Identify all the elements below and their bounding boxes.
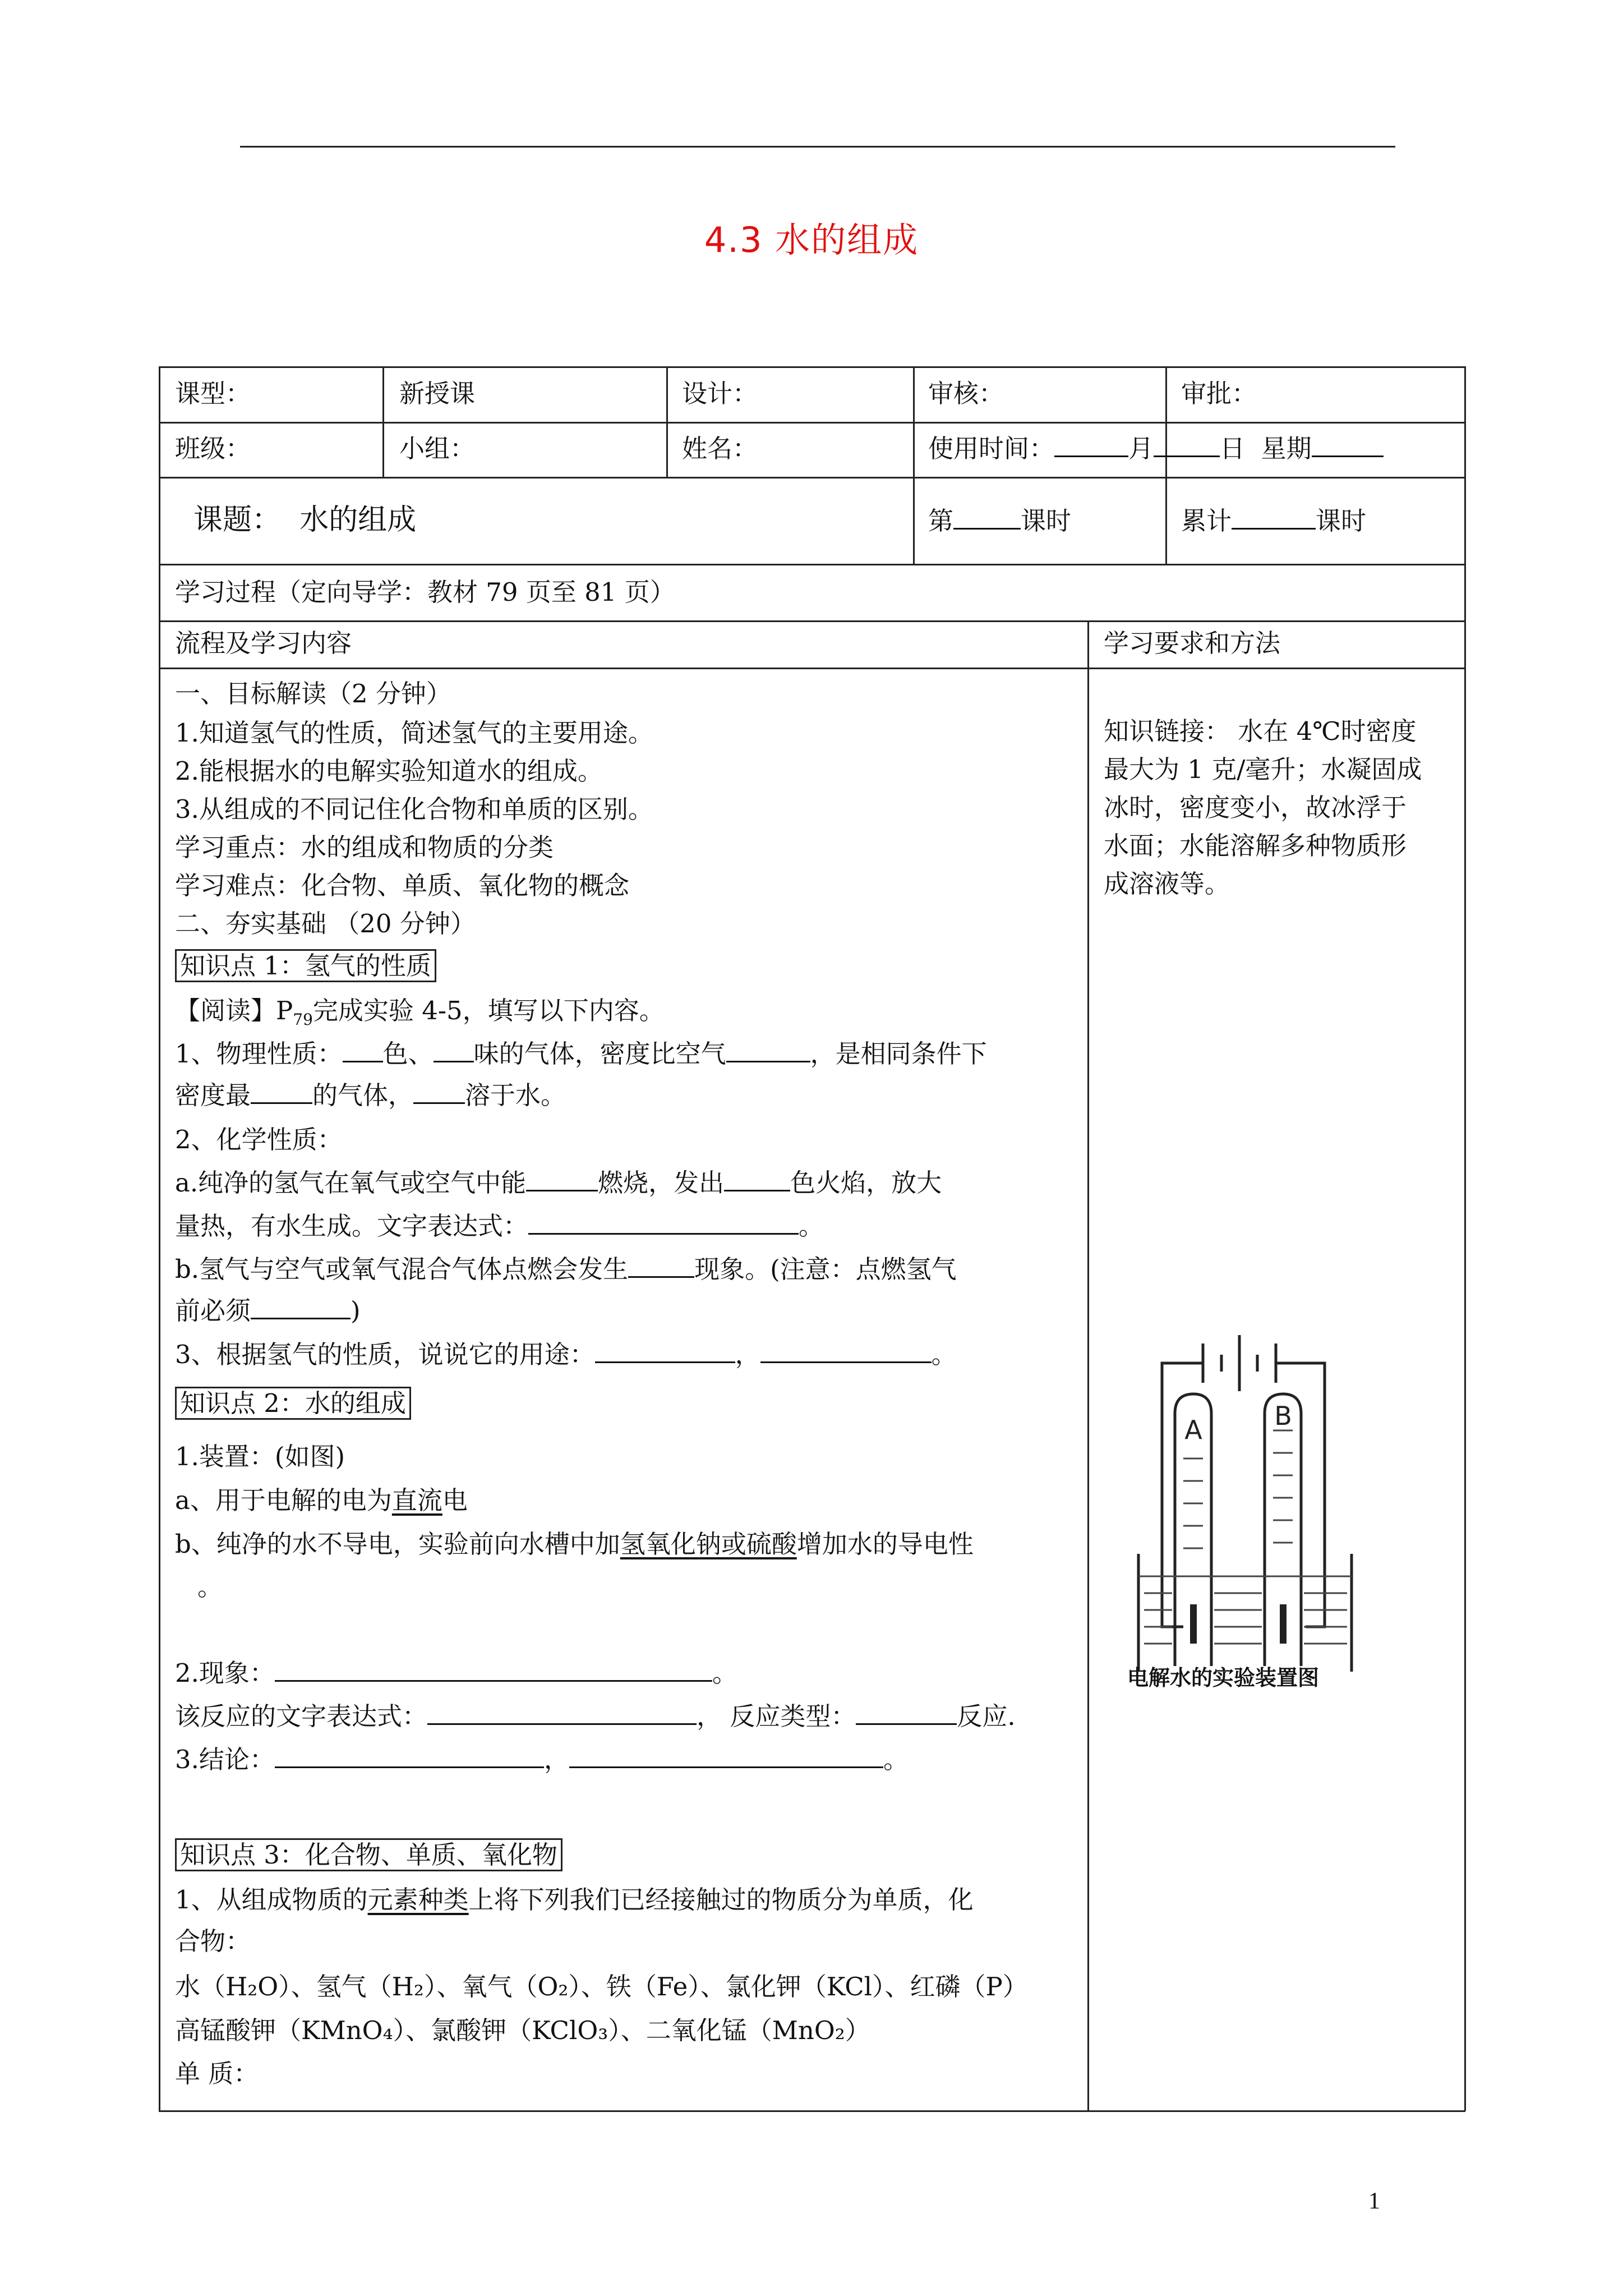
knowledge-point-3: [175, 1834, 562, 1871]
group-label: 小组：: [399, 434, 476, 463]
text: ): [351, 1296, 361, 1326]
knowledge-link: [1104, 712, 1422, 903]
text: 3.结论：: [175, 1745, 275, 1774]
text: ，: [543, 1745, 569, 1774]
text: 前必须: [175, 1296, 251, 1326]
topic-field: [193, 502, 416, 538]
use-blank-1[interactable]: [595, 1337, 735, 1363]
conclusion-blank-2[interactable]: [569, 1742, 883, 1768]
reading-page: 79: [293, 1010, 313, 1029]
cumulative-blank[interactable]: [1232, 503, 1316, 530]
text: 色火焰，放大: [790, 1168, 942, 1198]
page-number: 1: [1368, 2188, 1380, 2214]
designer-label: 设计：: [682, 379, 758, 408]
lesson-number-blank[interactable]: [953, 503, 1021, 530]
text: 电: [442, 1485, 468, 1515]
difficulty: 学习难点：化合物、单质、氧化物的概念: [175, 871, 630, 900]
reaction-expression: [175, 1696, 1016, 1732]
goal-1: 1.知道氢气的性质，简述氢气的主要用途。: [175, 718, 653, 748]
classification-line-2: 合物：: [175, 1926, 251, 1956]
goal-3: 3.从组成的不同记住化合物和单质的区别。: [175, 794, 653, 824]
device-a: [175, 1480, 468, 1516]
text: 反应.: [957, 1701, 1016, 1731]
device-b-end: 。: [197, 1572, 223, 1602]
name-label: 姓名：: [682, 434, 758, 463]
text: 密度最: [175, 1080, 251, 1110]
density-blank[interactable]: [726, 1036, 810, 1062]
text: 的气体，: [312, 1080, 414, 1110]
knowledge-link-line-3: 冰时，密度变小，故冰浮于: [1104, 793, 1407, 822]
text: 3、根据氢气的性质，说说它的用途：: [175, 1340, 595, 1369]
hydrogen-uses: [175, 1334, 957, 1370]
text: 现象。(注意：点燃氢气: [694, 1254, 957, 1284]
knowledge-link-line-5: 成溶液等。: [1104, 869, 1230, 899]
day-blank[interactable]: [1154, 431, 1220, 457]
chemical-a-line-2: [175, 1205, 824, 1242]
text: a、用于电解的电为: [175, 1485, 392, 1515]
substance-list-1: 水（H₂O）、氢气（H₂）、氧气（O₂）、铁（Fe）、氯化钾（KCl）、红磷（P）: [175, 1972, 1028, 2001]
cumulative-unit: 课时: [1316, 506, 1367, 536]
electrolyte: 氢氧化钠或硫酸: [620, 1529, 797, 1559]
knowledge-link-line-1: 知识链接： 水在 4℃时密度: [1104, 716, 1417, 746]
text: 色、: [382, 1039, 434, 1069]
chemical-b-line-1: [175, 1249, 957, 1285]
section-one-title: 一、目标解读（2 分钟）: [175, 679, 451, 708]
tube-b-label: B: [1274, 1401, 1292, 1431]
color-blank[interactable]: [343, 1036, 383, 1062]
physical-properties-line-2: [175, 1075, 566, 1111]
learning-process: 学习过程（定向导学：教材 79 页至 81 页）: [175, 577, 675, 607]
lesson-prefix: 第: [928, 506, 954, 536]
text: 增加水的导电性: [796, 1529, 974, 1559]
substance-list-2: 高锰酸钾（KMnO₄）、氯酸钾（KClO₃）、二氧化锰（MnO₂）: [175, 2016, 870, 2045]
text: b.氢气与空气或氧气混合气体点燃会发生: [175, 1254, 629, 1284]
conclusion-blank-1[interactable]: [275, 1742, 544, 1768]
class-label: 班级：: [175, 434, 251, 463]
phenomenon-blank[interactable]: [275, 1655, 712, 1682]
tube-a-label: A: [1184, 1415, 1202, 1445]
reaction-equation-blank[interactable]: [427, 1699, 697, 1725]
text: 。: [883, 1745, 909, 1774]
flame-color-blank[interactable]: [724, 1165, 790, 1191]
classification-line-1: [175, 1879, 974, 1916]
column-header-content: 流程及学习内容: [175, 628, 352, 658]
knowledge-link-line-2: 最大为 1 克/毫升；水凝固成: [1104, 754, 1422, 784]
text: 味的气体，密度比空气: [473, 1039, 726, 1069]
device-b: [175, 1524, 974, 1560]
explosion-blank[interactable]: [628, 1251, 694, 1278]
text: 。: [931, 1340, 957, 1369]
topic-label: 课题：: [193, 503, 282, 537]
burn-blank[interactable]: [526, 1165, 598, 1191]
phenomenon: [175, 1653, 737, 1689]
day-label: 日: [1220, 434, 1246, 463]
text: 1、物理性质：: [175, 1039, 343, 1069]
section-two-title: 二、夯实基础 （20 分钟）: [175, 909, 476, 938]
solubility-blank[interactable]: [413, 1078, 465, 1104]
column-header-method: 学习要求和方法: [1104, 628, 1281, 658]
text: ，: [735, 1340, 760, 1369]
page-title: 4.3 水的组成: [704, 219, 919, 260]
knowledge-link-line-4: 水面；水能溶解多种物质形: [1104, 831, 1407, 861]
course-type-label: 课型：: [175, 379, 251, 408]
text: 燃烧，发出: [598, 1168, 725, 1198]
figure-caption: 电解水的实验装置图: [1127, 1665, 1320, 1690]
use-blank-2[interactable]: [760, 1337, 932, 1363]
least-dense-blank[interactable]: [251, 1078, 312, 1104]
knowledge-point-3-label: 知识点 3：化合物、单质、氧化物: [175, 1838, 562, 1871]
physical-properties-line-1: [175, 1033, 987, 1070]
weekday-blank[interactable]: [1312, 431, 1384, 457]
text: 上将下列我们已经接触过的物质分为单质，化: [468, 1885, 974, 1915]
text: 2.现象：: [175, 1658, 275, 1688]
text: 。: [799, 1211, 824, 1241]
chemical-b-line-2: [175, 1290, 361, 1327]
reading-suffix: 完成实验 4-5，填写以下内容。: [312, 996, 665, 1025]
text: ， 反应类型：: [697, 1701, 856, 1731]
reviewer-label: 审核：: [928, 379, 1004, 408]
lesson-number-field: [928, 503, 1071, 539]
knowledge-point-1-label: 知识点 1：氢气的性质: [175, 949, 436, 982]
use-time-label: 使用时间：: [928, 434, 1055, 463]
direct-current: 直流: [391, 1485, 442, 1515]
goal-2: 2.能根据水的电解实验知道水的组成。: [175, 756, 603, 786]
text: 溶于水。: [465, 1080, 566, 1110]
approver-label: 审批：: [1181, 379, 1257, 408]
reading-prefix: 【阅读】P: [175, 996, 293, 1025]
reaction-type-blank[interactable]: [856, 1699, 957, 1725]
knowledge-point-1: [175, 945, 436, 982]
precaution-blank[interactable]: [251, 1293, 351, 1319]
month-label: 月: [1128, 434, 1154, 463]
text: 该反应的文字表达式：: [175, 1701, 428, 1731]
text: 量热，有水生成。文字表达式：: [175, 1211, 529, 1241]
knowledge-point-2: [175, 1383, 411, 1419]
simple-substance-label: 单 质：: [175, 2059, 259, 2088]
chemical-properties: 2、化学性质：: [175, 1125, 343, 1154]
use-time-field: [928, 431, 1384, 467]
header-rule: [240, 146, 1395, 148]
cumulative-field: [1181, 503, 1366, 539]
course-type-value: 新授课: [399, 379, 476, 408]
text: 。: [712, 1658, 737, 1688]
text: b、纯净的水不导电，实验前向水槽中加: [175, 1529, 620, 1559]
key-point: 学习重点：水的组成和物质的分类: [175, 832, 554, 862]
knowledge-point-2-label: 知识点 2：水的组成: [175, 1387, 411, 1420]
chemical-a-line-1: [175, 1162, 942, 1199]
month-blank[interactable]: [1054, 431, 1128, 457]
conclusion: [175, 1739, 909, 1775]
text: ，是相同条件下: [810, 1039, 987, 1069]
reading-instruction: [175, 990, 665, 1029]
element-types: 元素种类: [367, 1885, 469, 1915]
text: 1、从组成物质的: [175, 1885, 368, 1915]
smell-blank[interactable]: [434, 1036, 474, 1062]
topic-value: 水的组成: [299, 503, 417, 537]
electrolysis-apparatus-figure: [1127, 1313, 1363, 1672]
cumulative-prefix: 累计: [1181, 506, 1232, 536]
device-heading: 1.装置：(如图): [175, 1442, 345, 1471]
word-equation-blank[interactable]: [528, 1208, 799, 1235]
text: a.纯净的氢气在氧气或空气中能: [175, 1168, 527, 1198]
lesson-unit: 课时: [1021, 506, 1072, 536]
weekday-label: 星期: [1261, 434, 1312, 463]
